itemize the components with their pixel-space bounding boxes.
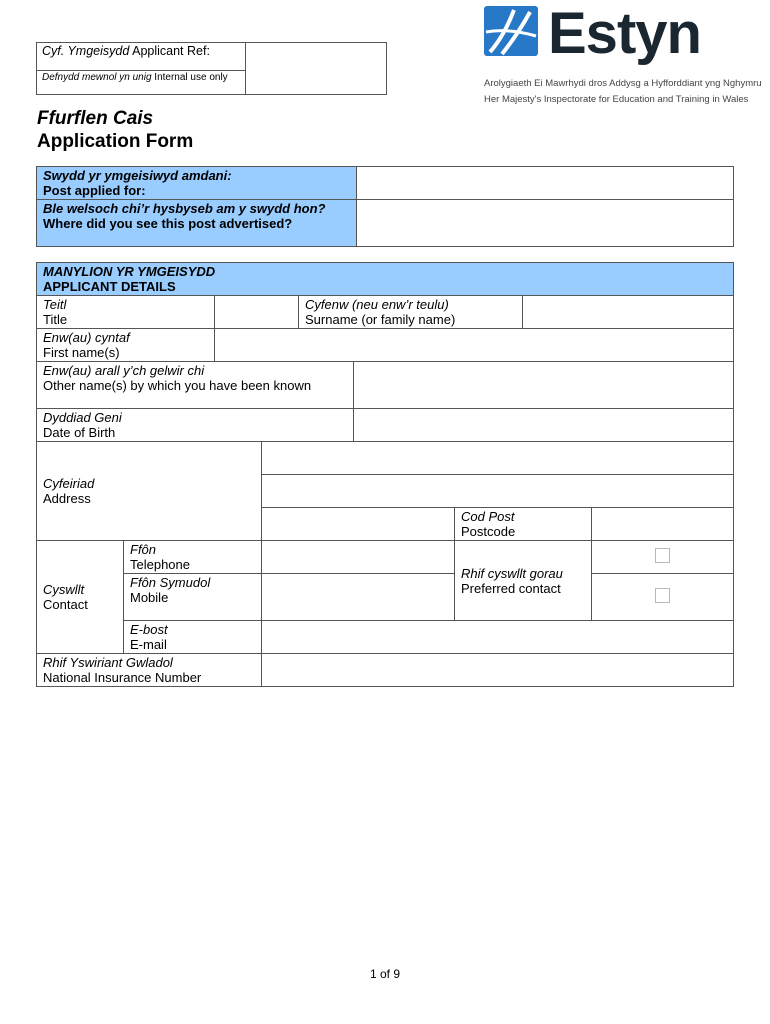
applicant-ref-field[interactable] (246, 43, 387, 95)
advertised-field[interactable] (357, 200, 734, 247)
contact-label-cy: Cyswllt (43, 582, 85, 597)
post-applied-field[interactable] (357, 167, 734, 200)
title-label-cy: Teitl (43, 297, 67, 312)
advertised-label (37, 200, 357, 247)
telephone-field[interactable] (262, 541, 455, 574)
mobile-label (124, 574, 262, 621)
other-names-label-en: Other name(s) by which you have been known (43, 378, 312, 393)
post-applied-label-cy: Swydd yr ymgeisiwyd amdani: (43, 168, 232, 183)
preferred-contact-label-en: Preferred contact (461, 580, 561, 596)
applicant-ref-label-en: Applicant Ref: (132, 44, 210, 58)
other-names-label (37, 362, 354, 409)
logo-tagline-cy: Arolygiaeth Ei Mawrhydi dros Addysg a Hyfforddiant yng Nghymru (484, 78, 762, 89)
preferred-contact-label-cy: Rhif cyswllt gorau (461, 565, 563, 581)
other-names-field[interactable] (354, 362, 734, 409)
surname-field[interactable] (523, 296, 734, 329)
postcode-label (455, 508, 592, 541)
mobile-field[interactable] (262, 574, 455, 621)
internal-use-label (37, 71, 246, 95)
advertised-label-en: Where did you see this post advertised? (43, 216, 293, 231)
preferred-telephone-cell (592, 541, 734, 574)
logo-tagline-en: Her Majesty's Inspectorate for Education and Training in Wales (484, 94, 749, 105)
surname-label-en: Surname (or family name) (305, 312, 456, 327)
post-table (36, 166, 734, 247)
postcode-label-en: Postcode (461, 524, 516, 539)
telephone-label (124, 541, 262, 574)
first-name-label (37, 329, 215, 362)
postcode-label-cy: Cod Post (461, 509, 515, 524)
surname-label-cy: Cyfenw (neu enw’r teulu) (305, 297, 449, 312)
estyn-logo-text: Estyn (548, 1, 701, 66)
advertised-label-cy: Ble welsoch chi’r hysbyseb am y swydd hon? (43, 201, 326, 216)
first-name-label-en: First name(s) (43, 345, 120, 360)
dob-field[interactable] (354, 409, 734, 442)
dob-label-cy: Dyddiad Geni (43, 410, 122, 425)
first-name-field[interactable] (215, 329, 734, 362)
mobile-label-cy: Ffôn Symudol (130, 575, 211, 590)
dob-label (37, 409, 354, 442)
address-label-en: Address (43, 491, 91, 506)
title-label-en: Title (43, 312, 68, 327)
address-line-3-field[interactable] (262, 508, 455, 541)
surname-label (299, 296, 523, 329)
applicant-details-header-cy: MANYLION YR YMGEISYDD (43, 264, 216, 279)
page-number: 1 of 9 (369, 967, 401, 981)
applicant-details-header (37, 263, 734, 296)
title-field[interactable] (215, 296, 299, 329)
ni-number-label-en: National Insurance Number (43, 670, 202, 685)
ni-number-field[interactable] (262, 654, 734, 687)
other-names-label-cy: Enw(au) arall y’ch gelwir chi (43, 363, 205, 378)
email-label-en: E-mail (130, 637, 167, 652)
email-label-cy: E-bost (130, 622, 168, 637)
contact-label (37, 541, 124, 654)
postcode-field[interactable] (592, 508, 734, 541)
applicant-ref-label-cy: Cyf. Ymgeisydd (42, 44, 130, 58)
preferred-contact-label (455, 541, 592, 621)
internal-use-label-en: Internal use only (154, 72, 228, 83)
address-label-cy: Cyfeiriad (43, 476, 95, 491)
applicant-details-header-en: APPLICANT DETAILS (43, 279, 176, 294)
preferred-mobile-cell (592, 574, 734, 621)
preferred-telephone-checkbox[interactable] (655, 548, 670, 563)
post-applied-label (37, 167, 357, 200)
telephone-label-cy: Ffôn (130, 542, 157, 557)
ni-number-label-cy: Rhif Yswiriant Gwladol (43, 655, 173, 670)
first-name-label-cy: Enw(au) cyntaf (43, 330, 130, 345)
form-title-cy: Ffurflen Cais (37, 108, 154, 129)
applicant-ref-label (37, 43, 246, 71)
address-line-1-field[interactable] (262, 442, 734, 475)
preferred-mobile-checkbox[interactable] (655, 588, 670, 603)
dob-label-en: Date of Birth (43, 425, 116, 440)
estyn-logo-icon (484, 6, 544, 58)
post-applied-label-en: Post applied for: (43, 183, 146, 198)
applicant-ref-box (36, 42, 387, 95)
address-label (37, 442, 262, 541)
mobile-label-en: Mobile (130, 590, 169, 605)
telephone-label-en: Telephone (130, 557, 190, 572)
email-label (124, 621, 262, 654)
ni-number-label (37, 654, 262, 687)
internal-use-label-cy: Defnydd mewnol yn unig (42, 72, 152, 83)
contact-label-en: Contact (43, 597, 88, 612)
email-field[interactable] (262, 621, 734, 654)
address-line-2-field[interactable] (262, 475, 734, 508)
applicant-details-table (36, 262, 734, 687)
title-label (37, 296, 215, 329)
form-title-en: Application Form (37, 131, 194, 152)
